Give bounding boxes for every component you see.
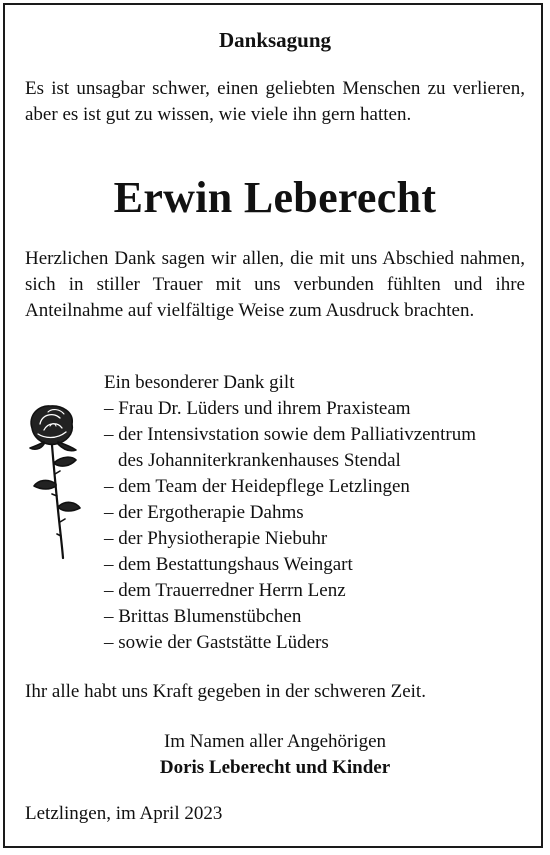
list-item: – der Ergotherapie Dahms: [104, 502, 304, 523]
list-item: – der Intensivstation sowie dem Palliativzentrum: [104, 424, 477, 445]
rose-icon: [22, 400, 84, 560]
list-item: – dem Trauerredner Herrn Lenz: [104, 580, 346, 601]
special-thanks-lead: Ein besonderer Dank gilt: [104, 372, 295, 393]
notice-heading: Danksagung: [218, 28, 332, 52]
signature-line: Im Namen aller Angehörigen: [163, 731, 387, 752]
list-item: – Frau Dr. Lüders und ihrem Praxisteam: [104, 398, 411, 419]
signature-names: Doris Leberecht und Kinder: [159, 757, 391, 778]
deceased-name: Erwin Leberecht: [113, 173, 437, 222]
list-item: – der Physiotherapie Niebuhr: [104, 528, 328, 549]
special-thanks-list: [104, 370, 534, 656]
list-item: des Johanniterkrankenhauses Stendal: [118, 450, 401, 471]
list-item: – sowie der Gaststätte Lüders: [104, 632, 329, 653]
intro-paragraph: Es ist unsagbar schwer, einen geliebten Menschen zu verlieren, aber es ist gut zu wissen, wie viele ihn gern hatten.: [25, 78, 525, 125]
list-item: – Brittas Blumenstübchen: [104, 606, 302, 627]
list-item: – dem Bestattungshaus Weingart: [104, 554, 353, 575]
closing-sentence: Ihr alle habt uns Kraft gegeben in der schweren Zeit.: [25, 681, 426, 702]
place-and-date: Letzlingen, im April 2023: [25, 803, 223, 824]
list-item: – dem Team der Heidepflege Letzlingen: [104, 476, 410, 497]
thanks-paragraph: Herzlichen Dank sagen wir allen, die mit uns Abschied nahmen, sich in stiller Trauer mit uns verbunden fühlten und ihre Anteilnahme auf vielfältige Weise zum Ausdruck brachten.: [25, 248, 525, 321]
signature-block: [0, 729, 550, 781]
